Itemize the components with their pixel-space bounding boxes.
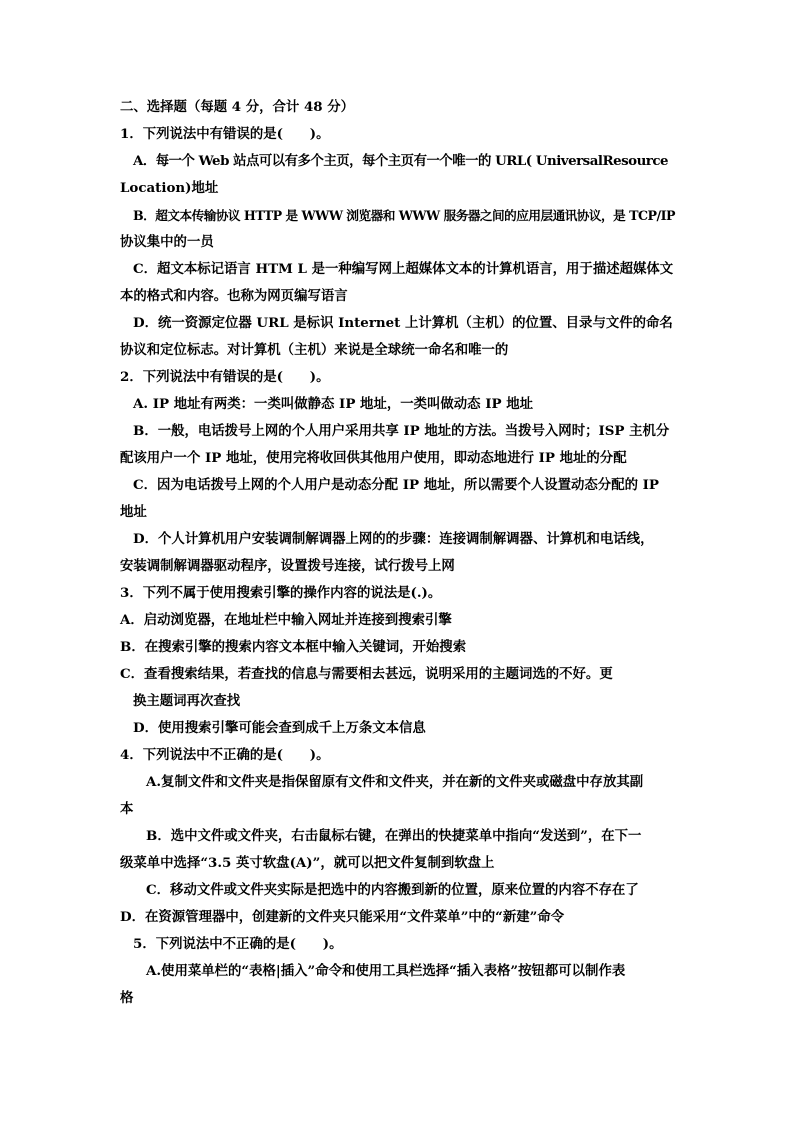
text-line: A. IP 地址有两类：一类叫做静态 IP 地址，一类叫做动态 IP 地址	[133, 396, 534, 412]
text-line: A.使用菜单栏的“表格|插入”命令和使用工具栏选择“插入表格”按钮都可以制作表	[146, 963, 626, 979]
text-line: B．超文本传输协议 HTTP 是 WWW 浏览器和 WWW 服务器之间的应用层通讯协议，是 TCP/IP	[133, 208, 676, 223]
text-line: 安装调制解调器驱动程序，设置拨号连接，试行拨号上网	[120, 558, 455, 574]
document-page	[120, 94, 676, 1012]
text-line: B．选中文件或文件夹，右击鼠标右键，在弹出的快捷菜单中指向“发送到”，在下一	[146, 828, 642, 844]
text-line: D．个人计算机用户安装调制解调器上网的的步骤：连接调制解调器、计算机和电话线，	[133, 531, 654, 547]
text-line: C．移动文件或文件夹实际是把选中的内容搬到新的位置，原来位置的内容不存在了	[146, 882, 639, 898]
text-line: 级菜单中选择“3.5 英寸软盘(A)”，就可以把文件复制到软盘上	[120, 855, 495, 871]
text-line: 2．下列说法中有错误的是( )。	[120, 369, 330, 385]
text-line: B．在搜索引擎的搜索内容文本框中输入关键词，开始搜索	[120, 639, 467, 655]
text-line: C．因为电话拨号上网的个人用户是动态分配 IP 地址，所以需要个人设置动态分配的 IP	[133, 477, 659, 493]
text-line: Location)地址	[120, 180, 219, 196]
text-line: D．使用搜索引擎可能会查到成千上万条文本信息	[133, 720, 426, 736]
text-line: C．超文本标记语言 HTM L 是一种编写网上超媒体文本的计算机语言，用于描述超媒体文	[133, 261, 674, 277]
text-line: 协议和定位标志。对计算机（主机）来说是全球统一命名和唯一的	[120, 342, 509, 358]
text-line: 4．下列说法中不正确的是( )。	[120, 747, 330, 763]
text-line: 5．下列说法中不正确的是( )。	[133, 936, 343, 952]
text-line: D．统一资源定位器 URL 是标识 Internet 上计算机（主机）的位置、目录与文件的命名	[133, 315, 673, 331]
text-line: 3．下列不属于使用搜索引擎的操作内容的说法是(.)。	[120, 585, 442, 601]
text-line: 本的格式和内容。也称为网页编写语言	[120, 288, 348, 304]
text-line: 1．下列说法中有错误的是( )。	[120, 126, 330, 142]
text-line: 换主题词再次查找	[133, 693, 241, 709]
text-line: A．启动浏览器，在地址栏中输入网址并连接到搜索引擎	[120, 612, 452, 628]
text-line: 本	[120, 801, 134, 817]
text-line: 协议集中的一员	[120, 234, 214, 250]
text-line: 地址	[120, 504, 147, 520]
text-line: 格	[120, 990, 134, 1006]
text-line: 二、选择题（每题 4 分，合计 48 分）	[120, 99, 355, 115]
text-line: D．在资源管理器中，创建新的文件夹只能采用“文件菜单”中的“新建”命令	[120, 909, 565, 925]
text-line: A．每一个 Web 站点可以有多个主页，每个主页有一个唯一的 URL( UniversalResource	[133, 153, 669, 169]
text-line: C．查看搜索结果，若查找的信息与需要相去甚远，说明采用的主题词选的不好。更	[120, 666, 613, 682]
text-line: 配该用户一个 IP 地址，使用完将收回供其他用户使用，即动态地进行 IP 地址的分配	[120, 450, 627, 466]
text-line: A.复制文件和文件夹是指保留原有文件和文件夹，并在新的文件夹或磁盘中存放其副	[146, 774, 644, 790]
text-line: B．一般，电话拨号上网的个人用户采用共享 IP 地址的方法。当拨号入网时；ISP 主机分	[133, 423, 670, 439]
